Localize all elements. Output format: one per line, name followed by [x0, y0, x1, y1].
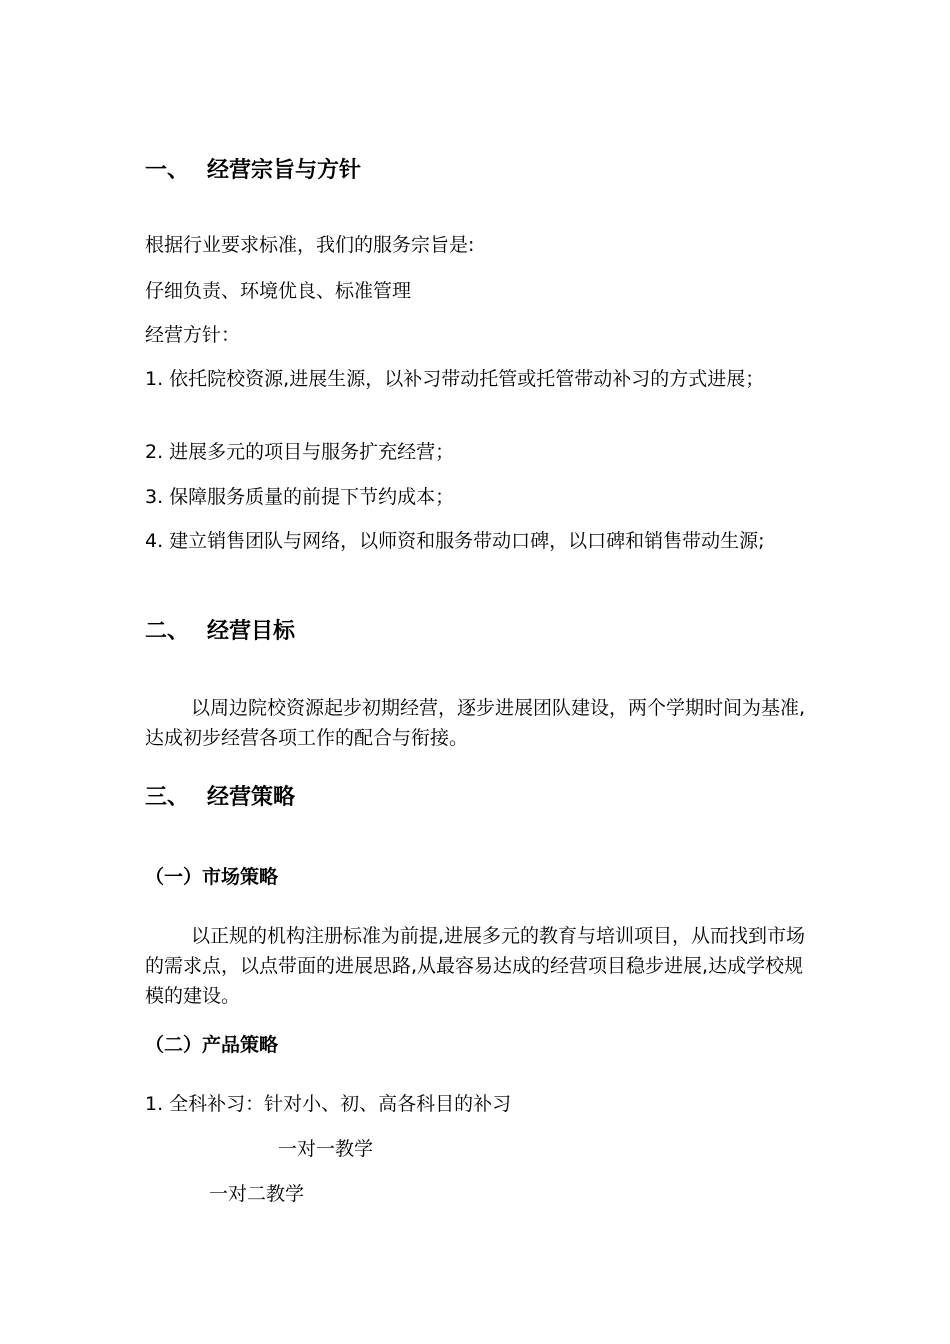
service-intro: 根据行业要求标准，我们的服务宗旨是: — [145, 234, 475, 256]
section-3-number: 三、 — [145, 785, 190, 810]
section-2-heading — [145, 617, 295, 647]
policy-item-1: 1. 依托院校资源,进展生源，以补习带动托管或托管带动补习的方式进展； — [145, 368, 765, 390]
section-1-heading — [145, 156, 361, 186]
section-3-heading — [145, 783, 295, 813]
one-on-one-line: 一对一教学 — [278, 1138, 374, 1160]
section-1-number: 一、 — [145, 158, 190, 183]
service-motto: 仔细负责、环境优良、标准管理 — [145, 280, 412, 302]
policy-label: 经营方针： — [145, 324, 241, 346]
subsection-product-title: （二）产品策略 — [145, 1034, 279, 1056]
policy-item-4: 4. 建立销售团队与网络，以师资和服务带动口碑，以口碑和销售带动生源; — [145, 530, 765, 552]
policy-item-2: 2. 进展多元的项目与服务扩充经营； — [145, 441, 455, 463]
one-on-two-line: 一对二教学 — [209, 1183, 305, 1205]
product-item-1: 1. 全科补习：针对小、初、高各科目的补习 — [145, 1093, 512, 1115]
subsection-market-title: （一）市场策略 — [145, 866, 279, 888]
market-paragraph: 以正规的机构注册标准为前提,进展多元的教育与培训项目，从而找到市场的需求点，以点带面的进展思路,从最容易达成的经营项目稳步进展,达成学校规模的建设。 — [145, 925, 806, 1007]
section-2-title: 经营目标 — [207, 619, 296, 644]
section-2-number: 二、 — [145, 619, 190, 644]
policy-item-3: 3. 保障服务质量的前提下节约成本； — [145, 486, 455, 508]
section-1-title: 经营宗旨与方针 — [207, 158, 362, 183]
goal-paragraph: 以周边院校资源起步初期经营，逐步进展团队建设，两个学期时间为基准,达成初步经营各项工作的配合与衔接。 — [145, 697, 806, 749]
section-3-title: 经营策略 — [207, 785, 296, 810]
